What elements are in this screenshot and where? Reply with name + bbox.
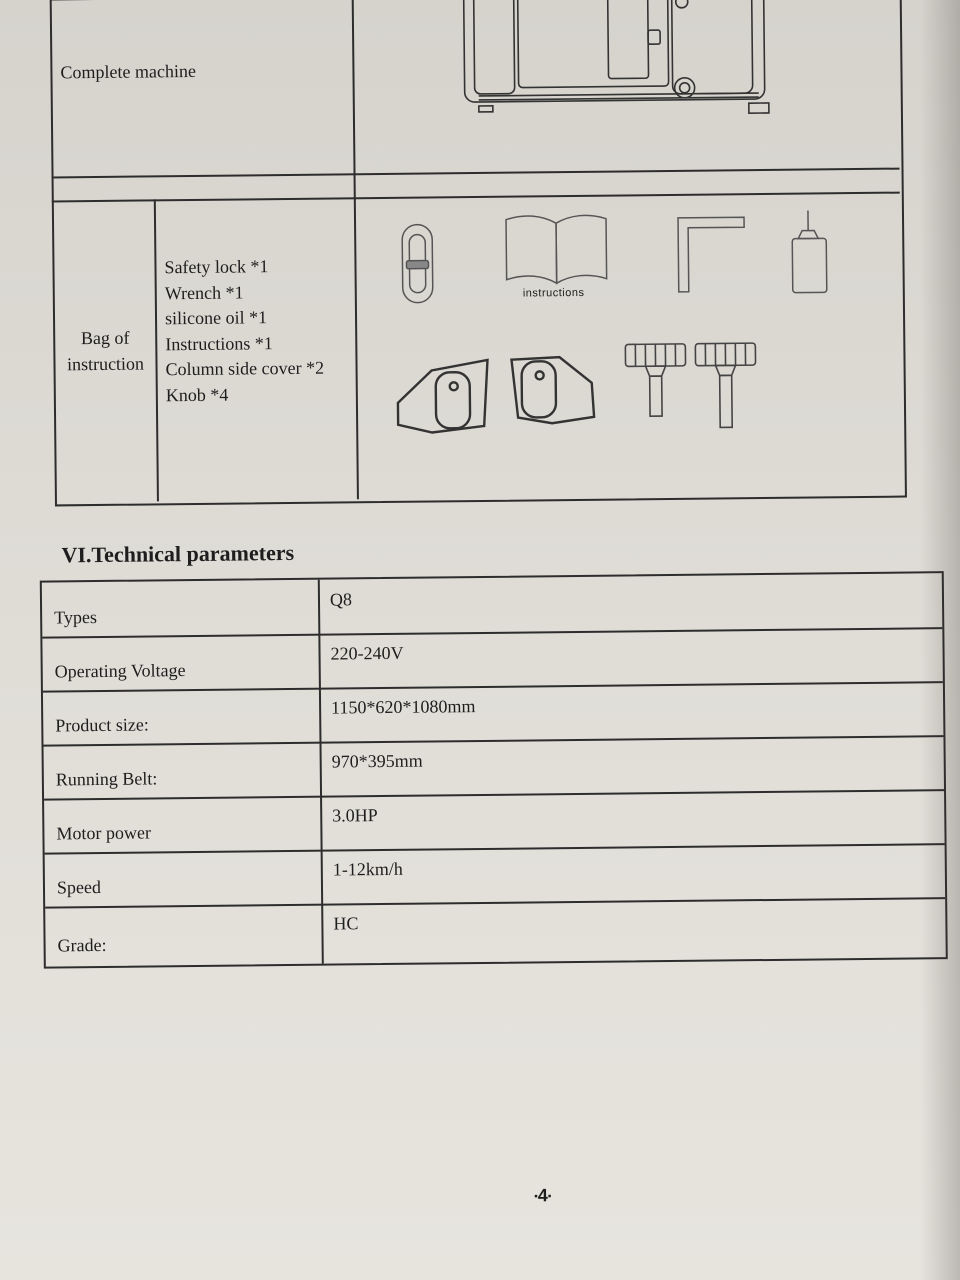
page-edge-shadow xyxy=(920,0,960,1280)
param-value: 1150*620*1080mm xyxy=(331,696,476,718)
param-key: Types xyxy=(54,607,97,628)
param-value: HC xyxy=(333,913,359,934)
section-title: VI.Technical parameters xyxy=(61,539,295,568)
param-value: 1-12km/h xyxy=(332,858,403,880)
list-item: Instructions *1 xyxy=(165,332,273,354)
list-item: Knob *4 xyxy=(165,384,229,405)
page-number-dot: ▪ xyxy=(534,1191,538,1203)
list-item: Wrench *1 xyxy=(164,281,244,303)
param-value: 220-240V xyxy=(330,642,404,664)
safety-lock-icon xyxy=(398,222,439,306)
param-key: Speed xyxy=(56,876,102,898)
table-row xyxy=(45,897,946,964)
accessory-list xyxy=(164,254,324,409)
param-key: Motor power xyxy=(56,822,152,844)
list-item: Safety lock *1 xyxy=(164,256,269,278)
instructions-caption: instructions xyxy=(522,286,585,300)
page-number-value: 4 xyxy=(537,1185,548,1206)
list-item: silicone oil *1 xyxy=(164,307,268,329)
param-key: Running Belt: xyxy=(55,768,158,790)
param-key: Operating Voltage xyxy=(54,660,186,682)
bag-of-instruction-label: Bag of instruction xyxy=(66,327,145,374)
param-key: Product size: xyxy=(55,714,149,736)
wrench-icon xyxy=(672,211,753,296)
knob-icon xyxy=(619,335,760,436)
silicone-oil-icon xyxy=(788,208,833,298)
complete-machine-label: Complete machine xyxy=(60,60,197,83)
param-key: Grade: xyxy=(57,934,107,956)
param-value: 970*395mm xyxy=(331,750,423,772)
param-value: Q8 xyxy=(329,589,353,610)
list-item: Column side cover *2 xyxy=(165,357,325,380)
column-side-cover-icon xyxy=(391,345,612,437)
treadmill-illustration xyxy=(458,0,779,124)
instruction-book-icon xyxy=(502,211,613,292)
param-value: 3.0HP xyxy=(332,805,378,826)
page-number-dot: ▪ xyxy=(547,1191,552,1203)
parts-table xyxy=(50,0,907,508)
page-number xyxy=(534,1185,551,1206)
tech-params-table xyxy=(40,571,948,968)
